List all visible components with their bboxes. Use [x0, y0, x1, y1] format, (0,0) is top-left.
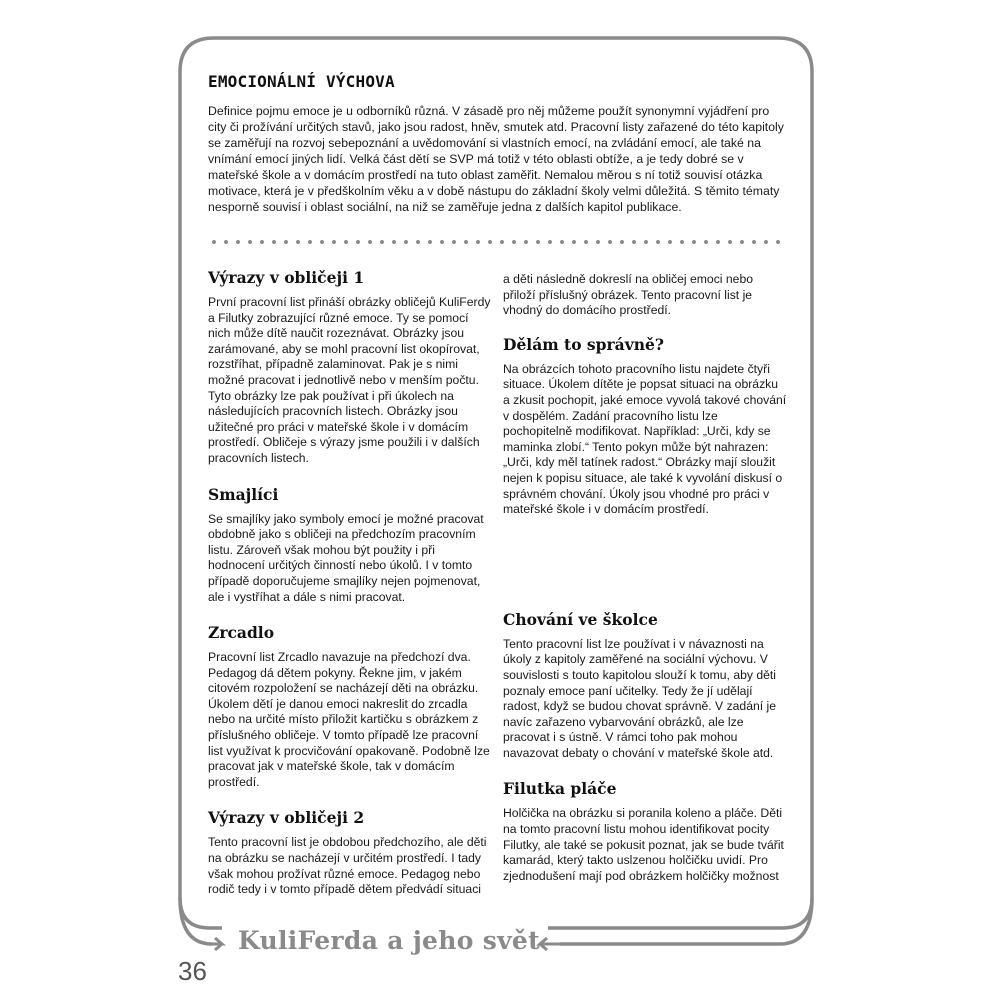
article-kindergarten-behavior	[503, 610, 787, 762]
book-title: KuliFerda a jeho svět	[238, 926, 540, 955]
article-heading: Zrcadlo	[208, 623, 275, 643]
page-number: 36	[178, 956, 207, 986]
right-column	[503, 272, 787, 884]
article-heading: Výrazy v obličeji 1	[208, 268, 365, 287]
article-text: Na obrázcích tohoto pracovního listu najdete čtyři situace. Úkolem dítěte je popsat situaci na obrázku a zkusit pochopit, jaké emoce vyvolá takové chování v dospělém. Zadání pracovního listu lze pochopitelně modifikovat. Například: „Urči, kdy se maminka zlobí.“ Tento pokyn může být nahrazen: „Urči, kdy měl tatínek radost.“ Obrázky mají sloužit nejen k popisu situace, ale také k vyvolání diskusí o správném chování. Úkoly jsou vhodné pro práci v mateřské škole i v domácím prostředí.	[503, 361, 787, 517]
arrow-right-icon	[212, 938, 222, 950]
article-heading: Výrazy v obličeji 2	[208, 808, 365, 828]
article-heading: Smajlíci	[208, 484, 279, 504]
article-heading: Filutka pláče	[503, 779, 617, 799]
article-filutka-crying	[503, 779, 787, 884]
article-text: a děti následně dokreslí na obličej emoci nebo přiloží příslušný obrázek. Tento pracovní list je vhodný do domácího prostředí.	[503, 272, 754, 318]
article-mirror	[208, 623, 492, 790]
article-text: Se smajlíky jako symboly emocí je možné pracovat obdobně jako s obličeji na předchozím pracovním listu. Zároveň však mohou být použity i při hodnocení určitých činností nebo úkolů. I v tomto případě doporučujeme smajlíky nejen pojmenovat, ale i vystříhat a dále s nimi pracovat.	[208, 511, 484, 604]
section-title: EMOCIONÁLNÍ VÝCHOVA	[208, 72, 395, 91]
article-text: Tento pracovní list lze používat i v návaznosti na úkoly z kapitoly zaměřené na sociální výchovu. V souvislosti s touto kapitolou slouží k tomu, aby děti poznaly emoce paní učitelky. Tedy že jí udělají radost, když se budou chovat správně. V zadání je navíc zařazeno vybarvování obrázků, ale lze pracovat i s ústně. V rámci toho pak mohou navazovat debaty o chování v mateřské škole atd.	[503, 636, 777, 760]
frame-corner-bottom-left	[180, 898, 212, 944]
article-text: První pracovní list přináší obrázky obličejů KuliFerdy a Filutky zobrazující různé emoce. Ty se pomocí nich může dítě naučit rozeznávat. Obrázky jsou zarámované, aby se mohl pracovní list okopírovat, rozstříhat, případně zalaminovat. Pak je s nimi možné pracovat i jednotlivě nebo v menším počtu. Tyto obrázky lze pak používat i při úkolech na následujících pracovních listech. Obrázky jsou užitečné pro práci v mateřské škole i v domácím prostředí. Obličeje s výrazy jsme použili i v dalších pracovních listech.	[208, 295, 491, 465]
left-column	[208, 268, 492, 898]
article-faces-1	[208, 268, 492, 467]
intro-section	[208, 72, 786, 215]
article-heading: Chování ve školce	[503, 609, 658, 629]
article-smileys	[208, 485, 492, 606]
article-text: Holčička na obrázku si poranila koleno a pláče. Děti na tomto pracovní listu mohou identifikovat pocity Filutky, ale také se pokusit poznat, jak se bude tvářit kamarád, který takto uslzenou holčičku uvidí. Pro zjednodušení mají pod obrázkem holčičky možnost	[503, 806, 784, 883]
article-heading: Dělám to správně?	[503, 334, 664, 354]
article-continuation	[503, 272, 787, 319]
article-doing-right	[503, 335, 787, 518]
article-faces-2	[208, 808, 492, 897]
dotted-divider	[208, 238, 786, 246]
frame-corner-bottom-right	[560, 898, 812, 944]
article-text: Tento pracovní list je obdobou předchozího, ale děti na obrázku se nacházejí v určitém prostředí. I tady však mohou prožívat různé emoce. Pedagog nebo rodič tedy i v tomto případě dětem předvádí situaci	[208, 835, 487, 897]
article-text: Pracovní list Zrcadlo navazuje na předchozí dva. Pedagog dá dětem pokyny. Řekne jim, v jakém citovém rozpoložení se nacházejí děti na obrázku. Úkolem dětí je danou emoci nakreslit do zrcadla nebo na určité místo přiložit kartičku s obrázkem z příslušného obličeje. V tomto případě lze pracovní list využívat k procvičování opakovaně. Podobně lze pracovat jak v mateřské škole, tak v domácím prostředí.	[208, 650, 490, 789]
intro-paragraph: Definice pojmu emoce je u odborníků různá. V zásadě pro něj můžeme použít synonymní vyjádření pro city či prožívání určitých stavů, jako jsou radost, hněv, smutek atd. Pracovní listy zařazené do této kapitoly se zaměřují na rozvoj sebepoznání a uvědomování si vlastních emocí, na zvládání emocí, ale také na vnímání emocí jiných lidí. Velká část dětí se SVP má totiž v této oblasti obtíže, a je tedy dobré se v mateřské škole a v domácím prostředí na tuto oblast zaměřit. Nemalou měrou s ní totiž souvisí otázka motivace, která je v předškolním věku a v době nástupu do základní školy velmi důležitá. S těmito tématy nesporně souvisí i oblast sociální, na niž se zaměřuje jedna z dalších kapitol publikace.	[208, 104, 784, 214]
